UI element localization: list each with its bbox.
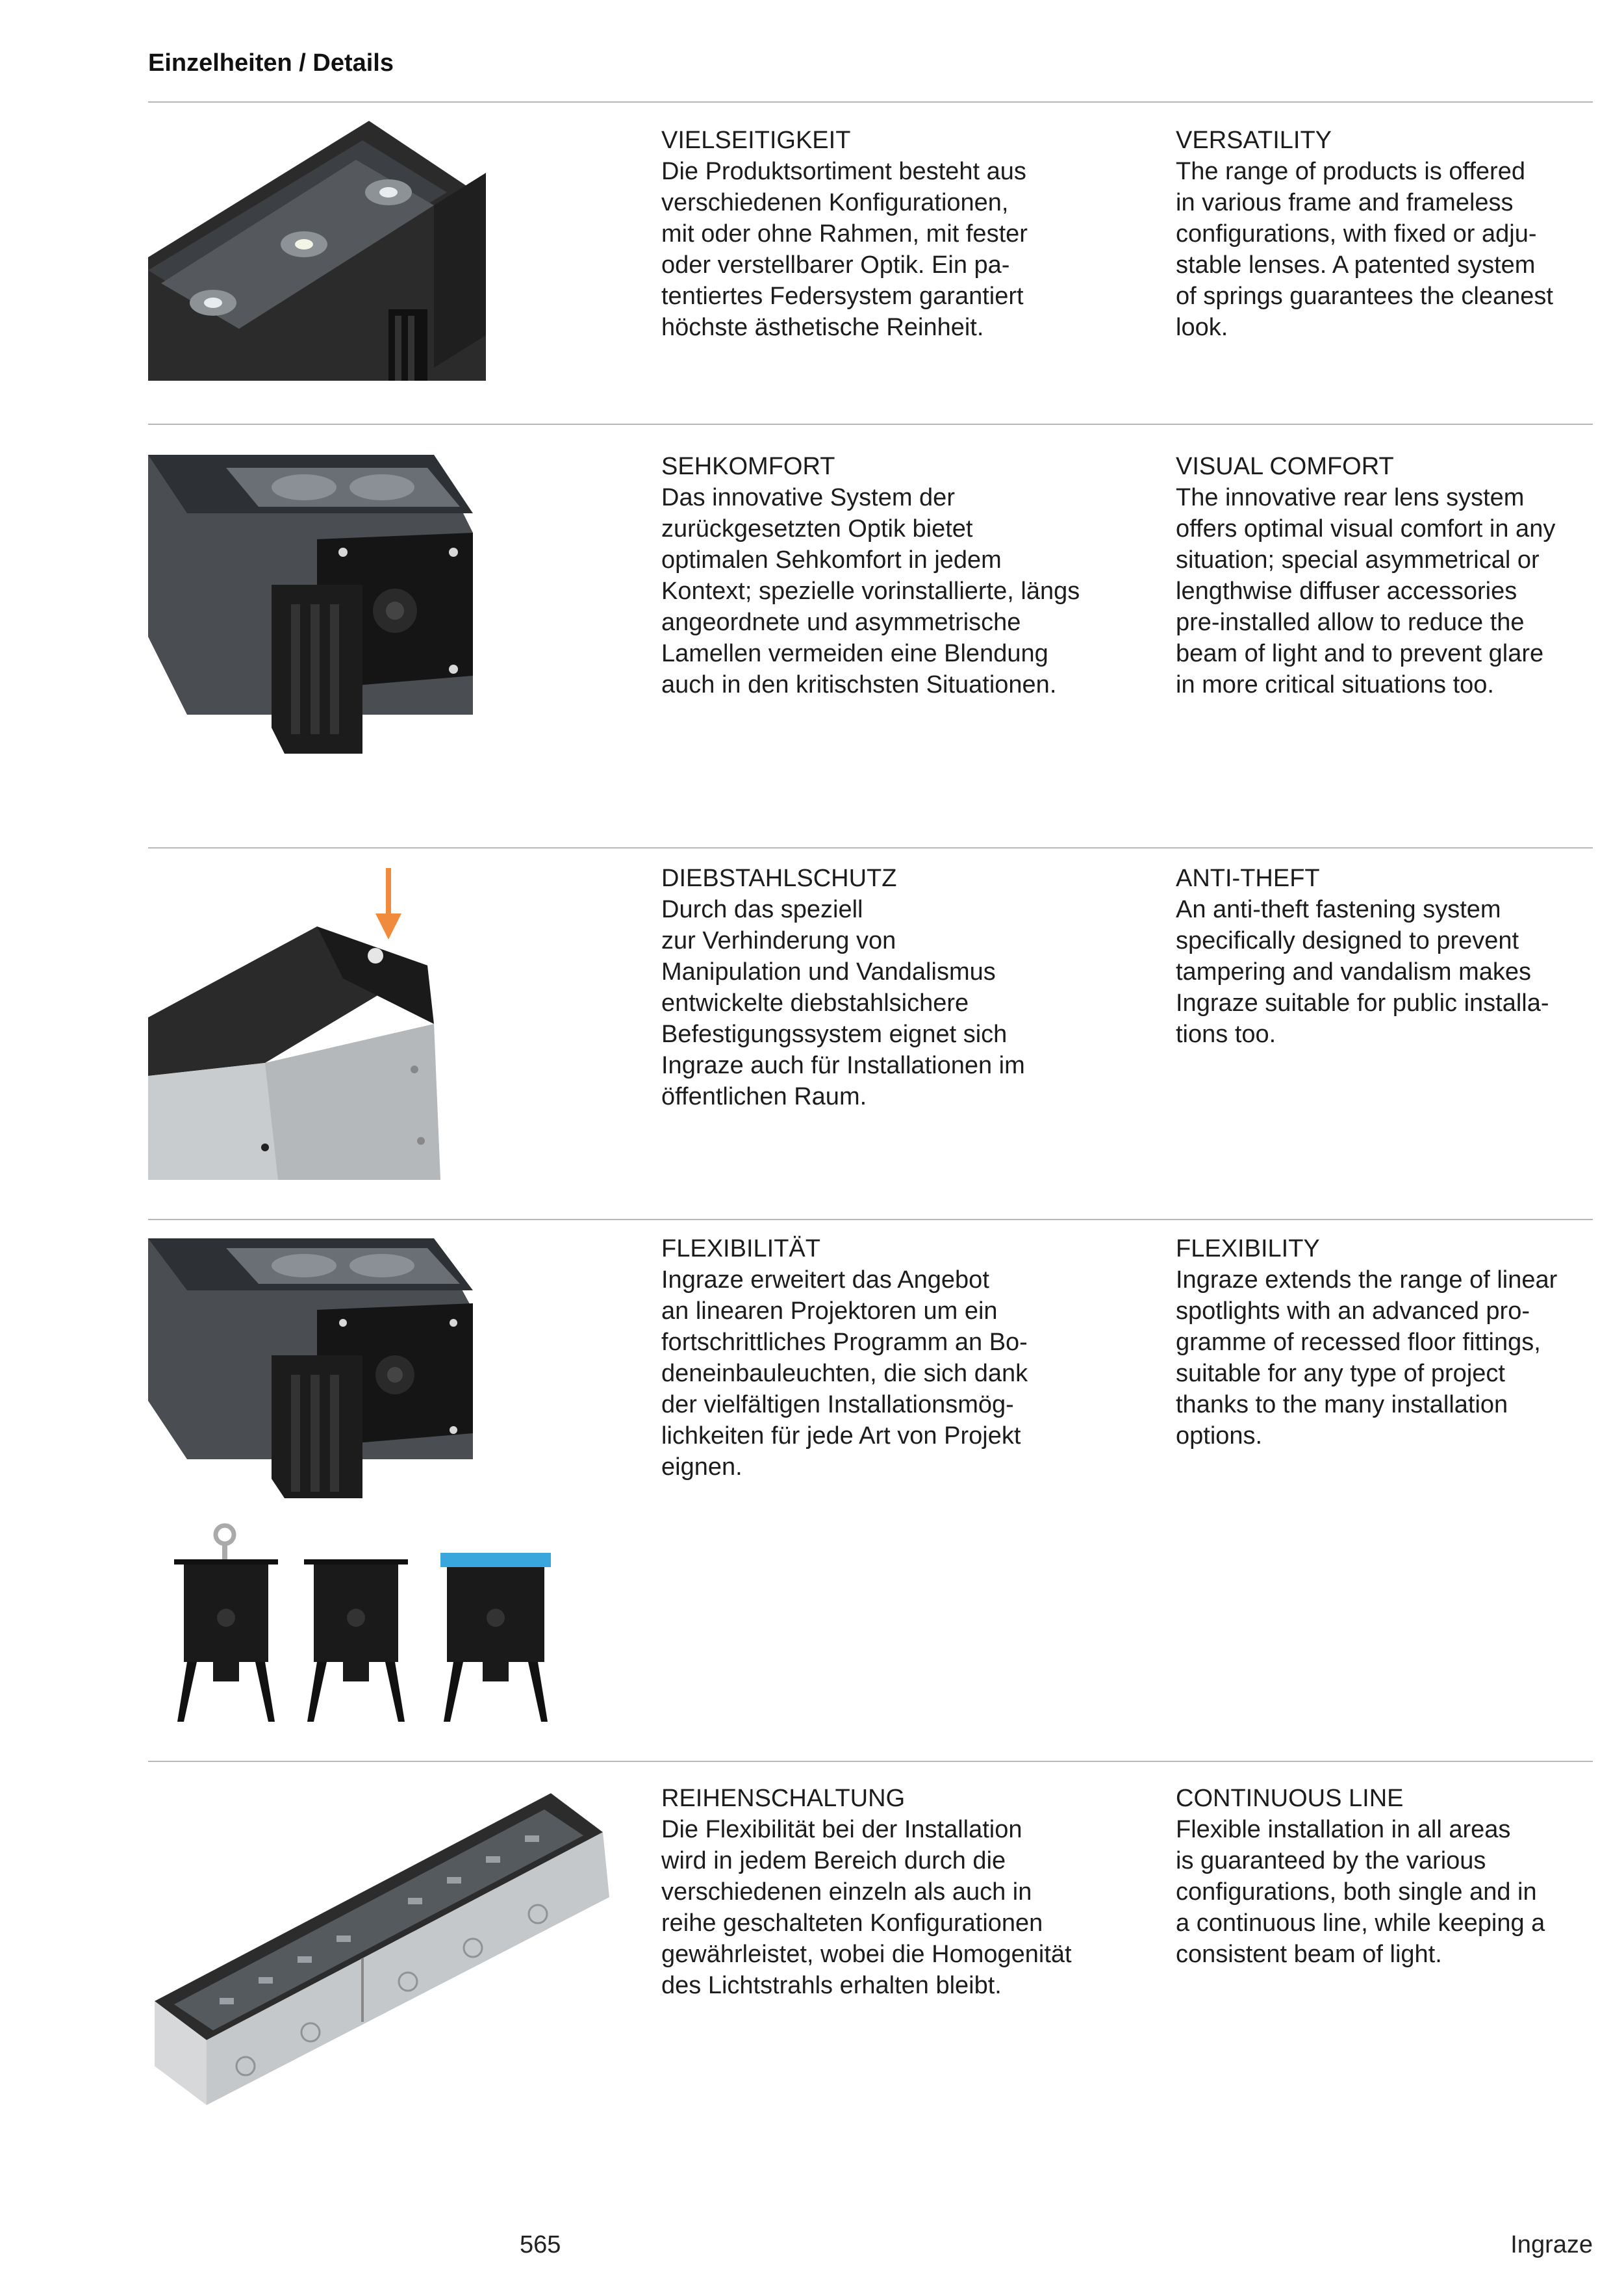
section-body-en: Ingraze extends the range of linear spotlights with an advanced pro- gramme of recessed floor fittings, suitable for any type of project thanks to the many installation options. [1176,1266,1558,1450]
section-de-text [661,451,1142,700]
section-de-text [661,863,1142,1112]
section-en-text [1176,1233,1624,1451]
product-image-flexibility [148,1238,486,1498]
section-heading-en: VISUAL COMFORT [1176,453,1394,480]
arrow-down-icon [386,868,391,920]
divider [148,101,1593,103]
product-image-rear-lens [148,455,486,754]
section-heading-de: FLEXIBILITÄT [661,1235,820,1262]
product-image-installation-variants [148,1520,564,1728]
section-body-de: Durch das speziell zur Verhinderung von Manipulation und Vandalismus entwickelte diebstahlsichere Befestigungssystem eignet sich Ingraze auch für Installationen im öffentlichen Raum. [661,896,1025,1110]
section-en-text [1176,451,1624,700]
section-body-en: The innovative rear lens system offers optimal visual comfort in any situation; special asymmetrical or lengthwise diffuser accessories pre-installed allow to reduce the beam of light and to prevent glare in more critical situations too. [1176,484,1556,698]
section-body-en: Flexible installation in all areas is guaranteed by the various configurations, both single and in a continuous line, while keeping a consistent beam of light. [1176,1816,1545,1968]
section-en-text [1176,1783,1624,1970]
divider [148,1219,1593,1220]
section-body-de: Ingraze erweitert das Angebot an linearen Projektoren um ein fortschrittliches Programm an Bo- deneinbauleuchten, die sich dank der vielfältigen Installationsmög- lichkeiten für jede Art von Projekt eignen. [661,1266,1028,1481]
page-title: Einzelheiten / Details [148,49,394,77]
section-heading-en: CONTINUOUS LINE [1176,1785,1404,1812]
section-de-text [661,1233,1142,1483]
section-heading-en: VERSATILITY [1176,127,1332,154]
section-heading-de: REIHENSCHALTUNG [661,1785,906,1812]
section-heading-de: VIELSEITIGKEIT [661,127,851,154]
section-de-text [661,125,1142,343]
section-heading-en: FLEXIBILITY [1176,1235,1320,1262]
section-en-text [1176,125,1624,343]
section-heading-en: ANTI-THEFT [1176,865,1320,892]
section-body-de: Die Flexibilität bei der Installation wird in jedem Bereich durch die verschiedenen einzeln als auch in reihe geschalteten Konfigurationen gewährleistet, wobei die Homogenität des Lichtstrahls erhalten bleibt. [661,1816,1072,1999]
section-de-text [661,1783,1142,2001]
section-heading-de: DIEBSTAHLSCHUTZ [661,865,897,892]
product-image-anti-theft [148,868,460,1180]
product-image-continuous-line [148,1780,629,2118]
section-body-de: Das innovative System der zurückgesetzten Optik bietet optimalen Sehkomfort in jedem Kontext; spezielle vorinstallierte, längs angeordnete und asymmetrische Lamellen vermeiden eine Blendung auch in den kritischsten Situationen. [661,484,1080,698]
divider [148,424,1593,425]
product-name: Ingraze [1510,2231,1593,2258]
section-heading-de: SEHKOMFORT [661,453,835,480]
section-body-en: The range of products is offered in various frame and frameless configurations, with fixed or adju- stable lenses. A patented system of springs guarantees the cleanest look. [1176,158,1553,341]
divider [148,847,1593,849]
section-body-de: Die Produktsortiment besteht aus verschiedenen Konfigurationen, mit oder ohne Rahmen, mit fester oder verstellbarer Optik. Ein pa- tentiertes Federsystem garantiert höchste ästhetische Reinheit. [661,158,1028,341]
product-image-frame-closeup [148,121,486,381]
page-number: 565 [520,2231,561,2258]
section-en-text [1176,863,1624,1050]
section-body-en: An anti-theft fastening system specifically designed to prevent tampering and vandalism makes Ingraze suitable for public installa- tions too. [1176,896,1549,1048]
divider [148,1761,1593,1762]
